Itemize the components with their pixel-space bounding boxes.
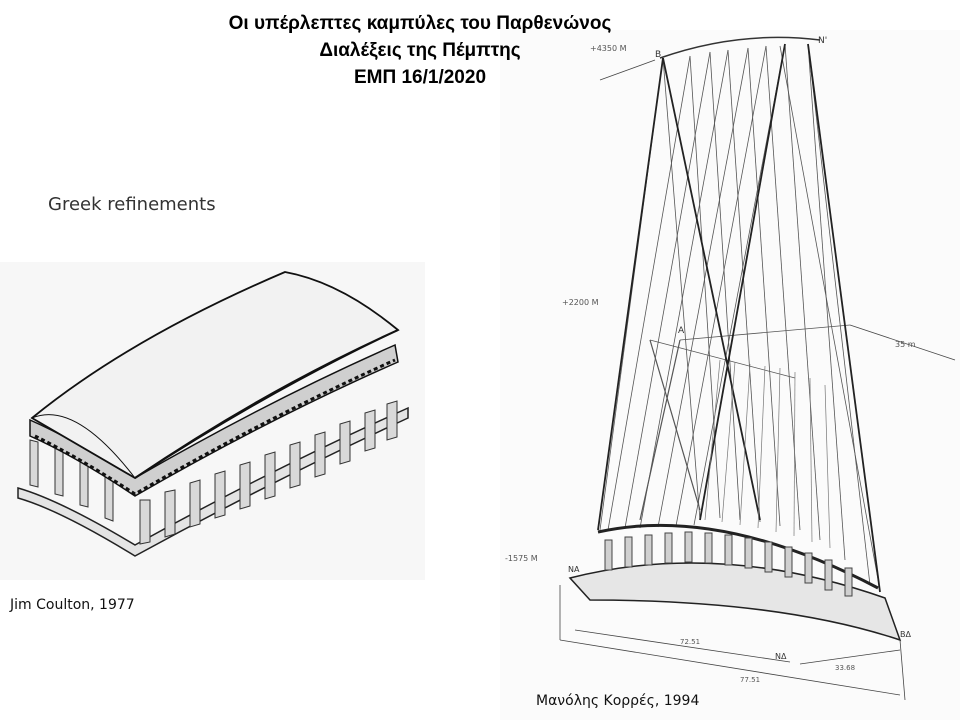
title-line-2: Διαλέξεις της Πέμπτης <box>319 40 521 61</box>
title-line-1: Οι υπέρλεπτες καμπύλες του Παρθενώνος <box>228 13 612 34</box>
label-corner-b: B <box>655 50 662 60</box>
coulton-caption: Jim Coulton, 1977 <box>10 597 135 613</box>
label-low-level: -1575 M <box>505 554 538 563</box>
label-corner-nd: ΝΔ <box>775 652 787 661</box>
korres-caption: Μανόλης Κορρές, 1994 <box>536 693 700 709</box>
label-top-level: +4350 M <box>590 44 627 53</box>
label-dim-bottom1: 72.51 <box>680 638 701 646</box>
label-dim-side: 33.68 <box>835 664 856 672</box>
label-dim-right: 35 m <box>895 340 916 349</box>
label-corner-a: A <box>678 326 685 336</box>
label-corner-na: NA <box>568 565 580 574</box>
label-mid-level: +2200 M <box>562 298 599 307</box>
greek-refinements-heading: Greek refinements <box>48 194 216 215</box>
title-line-3: ΕΜΠ 16/1/2020 <box>353 67 487 88</box>
label-corner-bd: ΒΔ <box>900 630 911 639</box>
label-dim-bottom2: 77.51 <box>740 676 761 684</box>
label-corner-n: N' <box>818 36 828 46</box>
korres-convergence-lines <box>600 44 880 590</box>
korres-top-arc <box>660 37 820 58</box>
